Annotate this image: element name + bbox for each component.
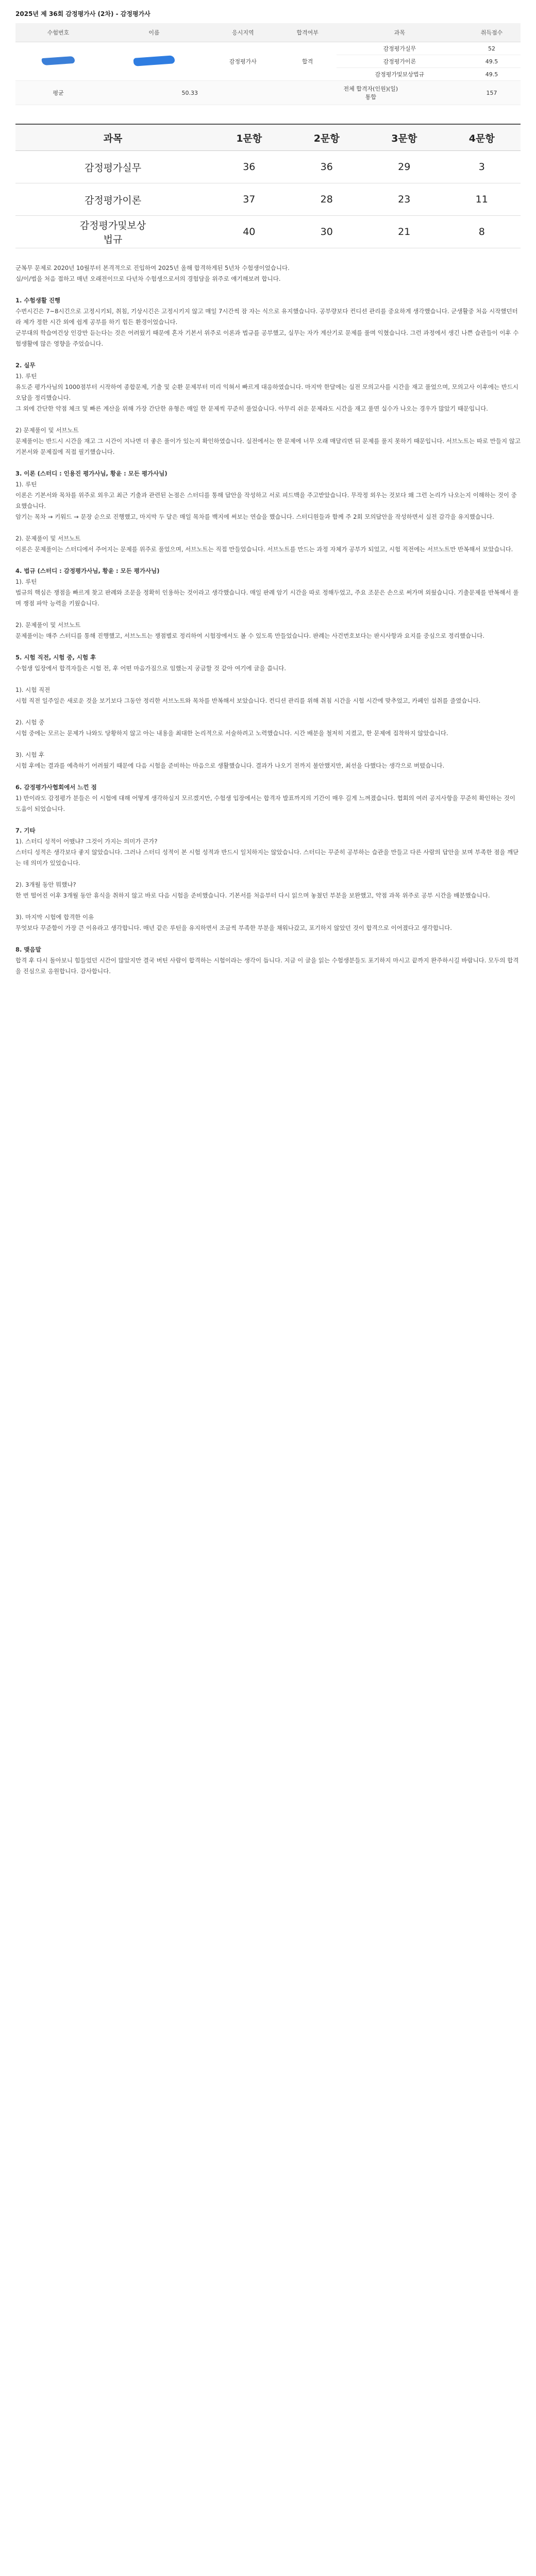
spacer xyxy=(15,869,521,879)
paragraph: 3). 시험 후 xyxy=(15,751,45,758)
paragraph: 유도준 평가사님의 1000점부터 시작하여 종합문제, 기출 및 순환 문제부터 미리 익혀서 빠르게 대응하였습니다. 마지막 한달에는 실전 모의고사를 시간을 재고 풀었으며, 모의고사 이후에는 반드시 오답을 정리했습니다. xyxy=(15,383,519,401)
rank-value: 157 xyxy=(463,81,521,105)
spacer xyxy=(15,457,521,468)
breakdown-subject: 감정평가및보상 법규 xyxy=(15,216,210,248)
subject-name: 감정평가이론 xyxy=(337,55,463,68)
breakdown-q4: 3 xyxy=(443,151,521,183)
col-q3: 3문항 xyxy=(365,124,443,151)
breakdown-q2: 28 xyxy=(288,183,365,216)
breakdown-q3: 21 xyxy=(365,216,443,248)
spacer xyxy=(15,555,521,566)
average-value: 50.33 xyxy=(101,81,279,105)
spacer xyxy=(15,284,521,295)
paragraph: 2) 문제풀이 및 서브노트 xyxy=(15,427,79,434)
paragraph: 1). 루틴 xyxy=(15,481,37,488)
breakdown-q1: 36 xyxy=(210,151,288,183)
col-q2: 2문항 xyxy=(288,124,365,151)
paragraph: 한 번 떨어진 이후 3개월 동안 휴식을 취하지 않고 바로 다음 시험을 준비했습니다. 기본서를 처음부터 다시 읽으며 놓쳤던 부분을 보완했고, 약점 과목 위주로 공부 시간을 배분했습니다. xyxy=(15,892,490,899)
breakdown-q2: 30 xyxy=(288,216,365,248)
paragraph: 6. 감정평가사협회에서 느낀 점 xyxy=(15,784,97,791)
page xyxy=(15,0,521,992)
paragraph: 3). 마지막 시험에 합격한 이유 xyxy=(15,913,94,921)
exam-number-masked xyxy=(15,42,101,81)
paragraph: 스터디 성적은 생각보다 좋지 않았습니다. 그러나 스터디 성적이 본 시험 성적과 반드시 일치하지는 않았습니다. 스터디는 꾸준히 공부하는 습관을 만들고 다른 사람의 답안을 보며 부족한 점을 깨닫는 데 의미가 있었습니다. xyxy=(15,849,519,867)
paragraph: 군복무 문제로 2020년 10월부터 본격적으로 진입하여 2025년 올해 합격하게된 5년차 수험생이었습니다. xyxy=(15,264,290,272)
breakdown-row xyxy=(15,151,521,183)
breakdown-q3: 29 xyxy=(365,151,443,183)
paragraph: 법규의 핵심은 쟁점을 빠르게 찾고 판례와 조문을 정확히 인용하는 것이라고 생각했습니다. 매일 판례 암기 시간을 따로 정해두었고, 주요 조문은 손으로 써가며 외웠습니다. 기출문제를 반복해서 풀며 쟁점 파악 능력을 키웠습니다. xyxy=(15,589,519,607)
paragraph: 수번시긴은 7~8시긴으로 고정시키되, 취침, 기상시긴은 고정시키지 않고 매일 7시간씩 잠 자는 식으로 유지했습니다. 공부량보다 컨디션 관리를 중요하게 생각했습니다. 군생활중 처음 시작했던터라 제가 정한 시간 외에 쉽게 공부를 하기 힘든 환경이었습니다. xyxy=(15,308,518,326)
spacer xyxy=(15,674,521,685)
spacer xyxy=(15,349,521,360)
subject-score: 52 xyxy=(463,42,521,55)
subject-name: 감정평가및보상법규 xyxy=(337,68,463,81)
paragraph: 문제풀이는 매주 스터디를 통해 진행했고, 서브노트는 쟁점별로 정리하여 시험장에서도 볼 수 있도록 만들었습니다. 판례는 사건번호보다는 판시사항과 요지를 중심으로 정리했습니다. xyxy=(15,632,484,639)
paragraph: 시험 직전 일주일은 새로운 것을 보기보다 그동안 정리한 서브노트와 목차를 반복해서 보았습니다. 컨디션 관리를 위해 취침 시간을 시험 시간에 맞추었고, 카페인 섭취를 줄였습니다. xyxy=(15,697,481,704)
breakdown-body xyxy=(15,151,521,248)
breakdown-q1: 40 xyxy=(210,216,288,248)
paragraph: 군부대의 학습여건상 인강만 듣는다는 것은 어려웠기 때문에 혼자 기본서 위주로 이론과 법규를 공부했고, 실무는 자가 계산기로 문제를 풀며 익혔습니다. 그런 과정에서 생긴 나쁜 습관들이 이후 수험생활에 많은 영향을 주었습니다. xyxy=(15,329,519,347)
spacer xyxy=(15,641,521,652)
paragraph: 7. 기타 xyxy=(15,827,36,834)
paragraph: 2. 실무 xyxy=(15,362,36,369)
spacer xyxy=(15,934,521,944)
spacer xyxy=(15,414,521,425)
paragraph: 시험 중에는 모르는 문제가 나와도 당황하지 않고 아는 내용을 최대한 논리적으로 서술하려고 노력했습니다. 시간 배분을 철저히 지켰고, 한 문제에 집착하지 않았습니다. xyxy=(15,730,448,737)
breakdown-header-row xyxy=(15,124,521,151)
col-name: 이름 xyxy=(101,23,207,42)
paragraph: 1. 수험생활 진행 xyxy=(15,297,61,304)
paragraph: 암기는 목차 → 키워드 → 문장 순으로 진행했고, 마지막 두 달은 매일 목차를 백지에 써보는 연습을 했습니다. 스터디원들과 함께 주 2회 모의답안을 작성하면서 실전 감각을 유지했습니다. xyxy=(15,513,494,520)
paragraph: 2). 3개월 동안 뭐했냐? xyxy=(15,881,76,888)
name-masked xyxy=(101,42,207,81)
spacer xyxy=(15,706,521,717)
col-region: 응시지역 xyxy=(207,23,279,42)
breakdown-subject: 감정평가실무 xyxy=(15,151,210,183)
average-label: 평균 xyxy=(15,81,101,105)
spacer xyxy=(15,815,521,825)
breakdown-row xyxy=(15,183,521,216)
paragraph: 1). 루틴 xyxy=(15,578,37,585)
breakdown-q3: 23 xyxy=(365,183,443,216)
spacer xyxy=(15,901,521,912)
score-table xyxy=(15,23,521,105)
redaction-mark xyxy=(42,56,75,65)
spacer xyxy=(15,739,521,750)
paragraph: 그 외에 간단한 약점 체크 및 빠른 계산을 위해 가장 간단한 유형은 매일 한 문제씩 꾸준히 풀었습니다. 아무리 쉬운 문제라도 시간을 재고 풀면 실수가 나오는 경우가 많았기 때문입니다. xyxy=(15,405,488,412)
paragraph: 2). 문제풀이 및 서브노트 xyxy=(15,535,81,542)
paragraph: 8. 맺음말 xyxy=(15,946,41,953)
breakdown-table xyxy=(15,124,521,248)
col-q4: 4문항 xyxy=(443,124,521,151)
col-subject: 과목 xyxy=(337,23,463,42)
paragraph: 무엇보다 꾸준함이 가장 큰 이유라고 생각합니다. 매년 같은 루틴을 유지하면서 조금씩 부족한 부분을 채워나갔고, 포기하지 않았던 것이 합격으로 이어졌다고 생각합니다. xyxy=(15,924,452,931)
breakdown-row xyxy=(15,216,521,248)
paragraph: 5. 시험 직전, 시험 중, 시험 후 xyxy=(15,654,96,661)
spacer xyxy=(15,522,521,533)
col-score: 취득점수 xyxy=(463,23,521,42)
average-row xyxy=(15,81,521,105)
paragraph: 이론은 기본서와 목차를 위주로 외우고 최근 기출과 관련된 논점은 스터디를 통해 답안을 작성하고 서로 피드백을 주고받았습니다. 무작정 외우는 것보다 왜 그런 논리가 나오는지 이해하는 것이 중요했습니다. xyxy=(15,492,517,510)
paragraph: 2). 시험 중 xyxy=(15,719,45,726)
breakdown-q1: 37 xyxy=(210,183,288,216)
col-result: 합격여부 xyxy=(279,23,337,42)
redaction-mark xyxy=(133,55,175,66)
score-header-row xyxy=(15,23,521,42)
paragraph: 3. 이론 (스터디 : 인용진 평가사님, 황윤 : 모든 평가사님) xyxy=(15,470,167,477)
paragraph: 1). 시험 직전 xyxy=(15,686,51,693)
result-value: 합격 xyxy=(279,42,337,81)
spacer xyxy=(15,771,521,782)
paragraph: 시험 후에는 결과를 예측하기 어려웠기 때문에 다음 시험을 준비하는 마음으로 생활했습니다. 결과가 나오기 전까지 불안했지만, 최선을 다했다는 생각으로 버텼습니다. xyxy=(15,762,445,769)
subject-score: 49.5 xyxy=(463,55,521,68)
paragraph: 실/이/법을 처음 접하고 매년 오래전이므로 다년차 수험생으로서의 경험담을 위주로 얘기해보려 합니다. xyxy=(15,275,281,282)
col-q1: 1문항 xyxy=(210,124,288,151)
paragraph: 이론은 문제풀이는 스터디에서 주어지는 문제를 위주로 풀었으며, 서브노트는 직접 만들었습니다. 서브노트를 만드는 과정 자체가 공부가 되었고, 시험 직전에는 서브노트만 반복해서 보았습니다. xyxy=(15,546,513,553)
breakdown-q4: 8 xyxy=(443,216,521,248)
result-title: 2025년 제 36회 감정평가사 (2차) - 감정평가사 xyxy=(15,10,150,18)
subject-score: 49.5 xyxy=(463,68,521,81)
applicant-region: 감정평가사 xyxy=(207,42,279,81)
paragraph: 수험생 입장에서 합격자들은 시험 전, 후 어떤 마음가짐으로 임했는지 궁금할 것 같아 여기에 글을 씁니다. xyxy=(15,665,287,672)
score-row-1 xyxy=(15,42,521,55)
rank-label: 전체 합격자(인원)(일) 통합 xyxy=(279,81,463,105)
paragraph: 문제풀이는 반드시 시간을 재고 그 시간이 지나면 더 좋은 풀이가 있는지 확인하였습니다. 실전에서는 한 문제에 너무 오래 매달리면 뒤 문제를 풀지 못하기 때문입니다. 서브노트는 따로 만들지 않고 기본서와 문제집에 직접 필기했습니다. xyxy=(15,437,521,455)
paragraph: 4. 법규 (스터디 : 감정평가사님, 황윤 : 모든 평가사님) xyxy=(15,567,160,574)
paragraph: 2). 문제풀이 및 서브노트 xyxy=(15,621,81,629)
breakdown-q2: 36 xyxy=(288,151,365,183)
breakdown-subject: 감정평가이론 xyxy=(15,183,210,216)
col-subject: 과목 xyxy=(15,124,210,151)
article-body xyxy=(15,263,521,977)
paragraph: 1) 반이라도 감정평가 분들은 이 시험에 대해 어떻게 생각하실지 모르겠지만, 수험생 입장에서는 합격자 발표까지의 기간이 매우 길게 느껴졌습니다. 협회의 여러 공지사항을 꾸준히 확인하는 것이 도움이 되었습니다. xyxy=(15,794,515,812)
paragraph: 1). 스터디 성적이 어땠냐? 그것이 가지는 의미가 큰가? xyxy=(15,838,158,845)
col-exam-number: 수험번호 xyxy=(15,23,101,42)
paragraph: 1). 루틴 xyxy=(15,372,37,380)
spacer xyxy=(15,609,521,620)
subject-name: 감정평가실무 xyxy=(337,42,463,55)
paragraph: 합격 후 다시 돌아보니 힘들었던 시간이 많았지만 결국 버틴 사람이 합격하는 시험이라는 생각이 듭니다. 지금 이 글을 읽는 수험생분들도 포기하지 마시고 끝까지 완주하시길 바랍니다. 모두의 합격을 진심으로 응원합니다. 감사합니다. xyxy=(15,957,519,975)
breakdown-q4: 11 xyxy=(443,183,521,216)
